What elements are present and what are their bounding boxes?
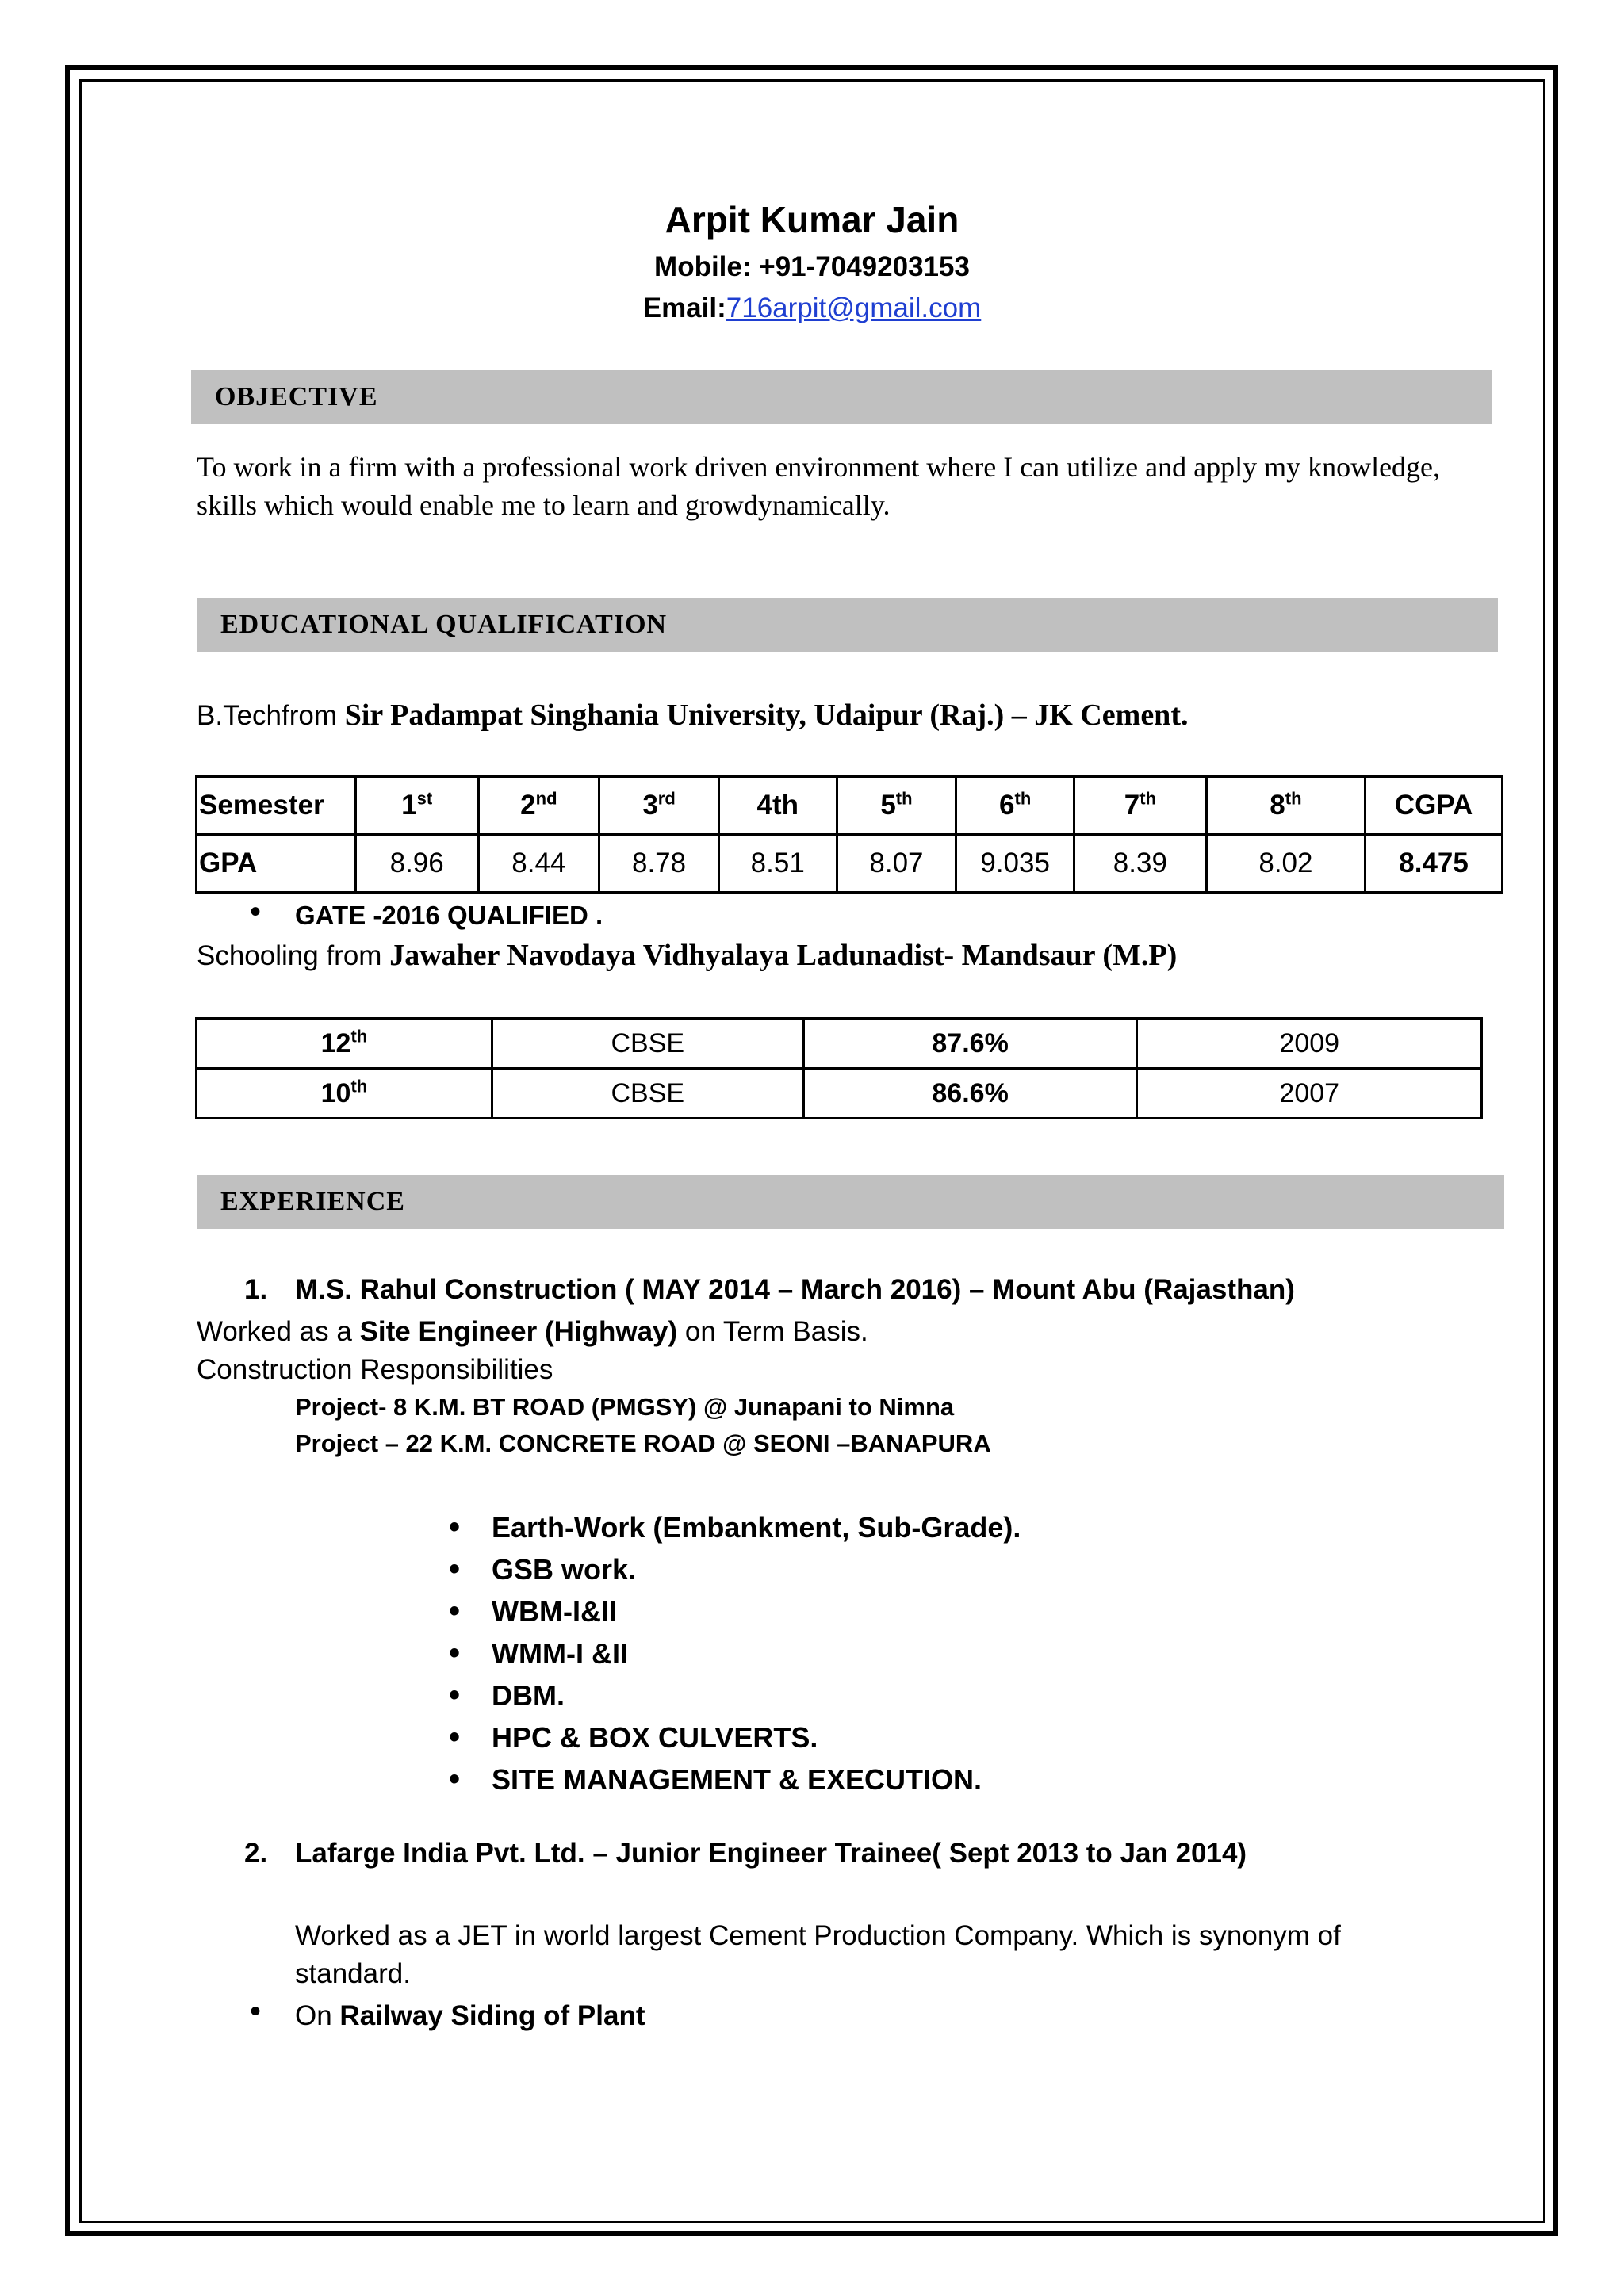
list-item: • HPC & BOX CULVERTS. bbox=[444, 1716, 1021, 1758]
job2-title: Lafarge India Pvt. Ltd. – Junior Engineer Trainee( Sept 2013 to Jan 2014) bbox=[295, 1838, 1247, 1869]
gpa-3: 8.78 bbox=[599, 835, 719, 893]
railway-bullet-icon: • bbox=[250, 1994, 262, 2029]
job2-railway-line: On Railway Siding of Plant bbox=[295, 2000, 645, 2031]
email-label: Email: bbox=[642, 293, 726, 323]
job2-number: 2. bbox=[244, 1838, 268, 1869]
job1-role: Site Engineer (Highway) bbox=[359, 1316, 678, 1347]
job2-description: Worked as a JET in world largest Cement Production Company. Which is synonym of standard. bbox=[295, 1920, 1341, 1989]
list-item: • WBM-I&II bbox=[444, 1590, 1021, 1632]
gpa-6: 9.035 bbox=[956, 835, 1074, 893]
job1-worked-line: Worked as a Site Engineer (Highway) on Term Basis. bbox=[197, 1316, 868, 1347]
school-row bbox=[197, 1069, 1482, 1119]
semester-1: 1st bbox=[355, 777, 478, 835]
gpa-label: GPA bbox=[197, 835, 356, 893]
school-percent: 87.6% bbox=[803, 1019, 1137, 1069]
school-name: Jawaher Navodaya Vidhyalaya Ladunadist- Mandsaur (M.P) bbox=[389, 939, 1178, 972]
gate-bullet-icon: • bbox=[250, 894, 262, 929]
candidate-name: Arpit Kumar Jain bbox=[665, 199, 959, 240]
job2-railway: Railway Siding of Plant bbox=[339, 2000, 645, 2031]
semester-row bbox=[197, 777, 1503, 835]
email-line bbox=[0, 293, 1624, 324]
job1-title: M.S. Rahul Construction ( MAY 2014 – March 2016) – Mount Abu (Rajasthan) bbox=[295, 1274, 1295, 1305]
school-class: 10th bbox=[197, 1069, 492, 1119]
gpa-table bbox=[195, 775, 1503, 894]
school-year: 2009 bbox=[1137, 1019, 1482, 1069]
semester-label: Semester bbox=[197, 777, 356, 835]
gpa-7: 8.39 bbox=[1074, 835, 1207, 893]
job1-task-list bbox=[444, 1506, 1021, 1800]
job1-responsibilities: Construction Responsibilities bbox=[197, 1354, 553, 1385]
job1-number: 1. bbox=[244, 1274, 268, 1305]
email-link[interactable]: 716arpit@gmail.com bbox=[726, 293, 982, 323]
list-item: • SITE MANAGEMENT & EXECUTION. bbox=[444, 1758, 1021, 1800]
cgpa-value: 8.475 bbox=[1365, 835, 1503, 893]
semester-5: 5th bbox=[837, 777, 956, 835]
education-heading: EDUCATIONAL QUALIFICATION bbox=[197, 598, 1498, 652]
experience-heading: EXPERIENCE bbox=[197, 1175, 1504, 1229]
list-item: • Earth-Work (Embankment, Sub-Grade). bbox=[444, 1506, 1021, 1548]
semester-6: 6th bbox=[956, 777, 1074, 835]
objective-heading: OBJECTIVE bbox=[191, 370, 1492, 424]
school-year: 2007 bbox=[1137, 1069, 1482, 1119]
list-item: • DBM. bbox=[444, 1674, 1021, 1716]
school-percent: 86.6% bbox=[803, 1069, 1137, 1119]
school-row bbox=[197, 1019, 1482, 1069]
gpa-8: 8.02 bbox=[1206, 835, 1365, 893]
gate-qualified: GATE -2016 QUALIFIED . bbox=[295, 901, 603, 930]
school-board: CBSE bbox=[492, 1069, 803, 1119]
school-class: 12th bbox=[197, 1019, 492, 1069]
list-item: • WMM-I &II bbox=[444, 1632, 1021, 1674]
btech-university: Sir Padampat Singhania University, Udaipur (Raj.) – JK Cement. bbox=[344, 698, 1189, 732]
schooling-prefix: Schooling from bbox=[197, 940, 382, 971]
school-board: CBSE bbox=[492, 1019, 803, 1069]
mobile-number: Mobile: +91-7049203153 bbox=[654, 251, 970, 282]
btech-line bbox=[197, 698, 1188, 733]
btech-prefix: B.Techfrom bbox=[197, 700, 337, 731]
gpa-1: 8.96 bbox=[355, 835, 478, 893]
gpa-4: 8.51 bbox=[718, 835, 837, 893]
gpa-row bbox=[197, 835, 1503, 893]
semester-3: 3rd bbox=[599, 777, 719, 835]
cgpa-label: CGPA bbox=[1365, 777, 1503, 835]
schooling-line bbox=[197, 938, 1177, 973]
objective-text: To work in a firm with a professional work driven environment where I can utilize and apply my knowledge, skills which would enable me to learn and growdynamically. bbox=[197, 451, 1441, 521]
job1-project-2: Project – 22 K.M. CONCRETE ROAD @ SEONI –BANAPURA bbox=[295, 1429, 991, 1457]
gpa-5: 8.07 bbox=[837, 835, 956, 893]
semester-8: 8th bbox=[1206, 777, 1365, 835]
job1-project-1: Project- 8 K.M. BT ROAD (PMGSY) @ Junapani to Nimna bbox=[295, 1393, 955, 1421]
semester-2: 2nd bbox=[478, 777, 599, 835]
school-table bbox=[195, 1017, 1483, 1119]
list-item: • GSB work. bbox=[444, 1548, 1021, 1590]
semester-7: 7th bbox=[1074, 777, 1207, 835]
gpa-2: 8.44 bbox=[478, 835, 599, 893]
semester-4: 4th bbox=[718, 777, 837, 835]
